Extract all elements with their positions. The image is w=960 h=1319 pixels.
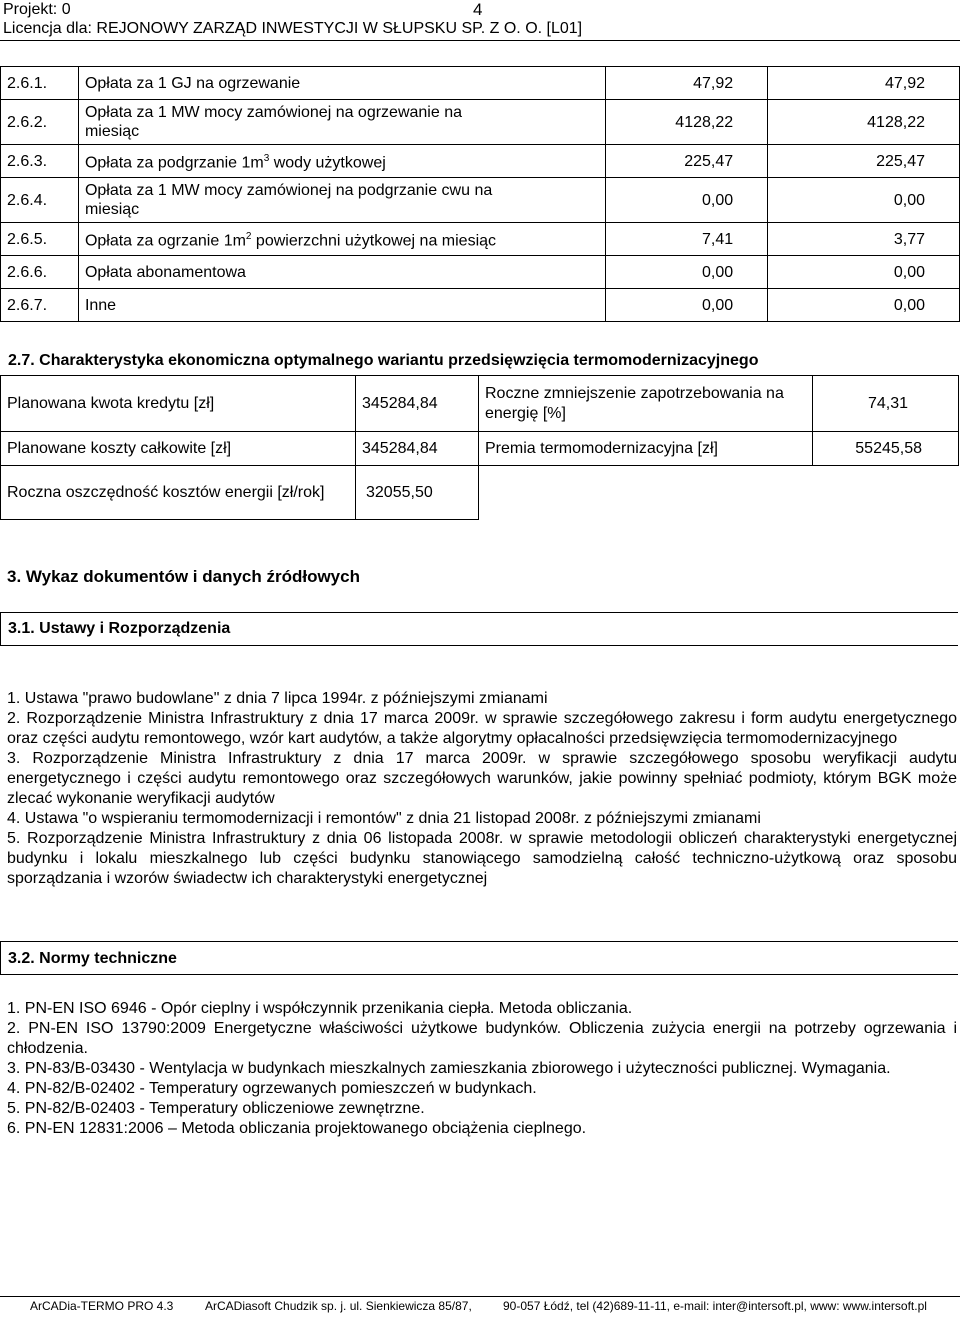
row-number: 2.6.5. [1,223,79,256]
row-number: 2.6.7. [1,289,79,322]
row-value-1: 47,92 [606,67,768,100]
table-row [1,466,959,520]
empty-cell [479,466,959,520]
row-label: Opłata za 1 MW mocy zamówionej na podgrzanie cwu na miesiąc [78,178,605,223]
project-label: Projekt: 0 [3,1,71,18]
econ-value: 32055,50 [356,466,479,520]
row-label: Opłata abonamentowa [78,256,605,289]
table-row [1,432,959,466]
row-number: 2.6.4. [1,178,79,223]
row-value-2: 0,00 [768,256,960,289]
row-value-2: 47,92 [768,67,960,100]
header-divider [0,40,960,41]
econ-value: 55245,58 [813,432,959,466]
row-number: 2.6.3. [1,145,79,178]
list-item: 1. Ustawa "prawo budowlane" z dnia 7 lipca 1994r. z późniejszymi zmianami [7,690,548,707]
row-value-2: 3,77 [768,223,960,256]
laws-list [7,689,957,889]
row-number: 2.6.1. [1,67,79,100]
row-number: 2.6.2. [1,100,79,145]
econ-label: Planowane koszty całkowite [zł] [1,432,356,466]
table-row [1,256,960,289]
row-label: Opłata za ogrzanie $1m^2$ powierzchni użytkowej na miesiąc [78,223,605,256]
econ-label: Planowana kwota kredytu [zł] [1,376,356,432]
license-label: Licencja dla: REJONOWY ZARZĄD INWESTYCJI W SŁUPSKU SP. Z O. O. [L01] [3,20,583,37]
list-item: 3. PN-83/B-03430 - Wentylacja w budynkach mieszkalnych zamieszkania zbiorowego i użyteczności publicznej. Wymagania. [7,1060,891,1077]
row-value-2: 225,47 [768,145,960,178]
row-value-1: 4128,22 [606,100,768,145]
row-value-1: 7,41 [606,223,768,256]
list-item: 3. Rozporządzenie Ministra Infrastruktury z dnia 17 marca 2009r. w sprawie szczegółowego sposobu weryfikacji audytu energetycznego i części audytu remontowego oraz szczegółowych warunków, jakie powinny spełniać podmioty, którym BGK może zlecać wykonanie weryfikacji audytów [7,750,957,807]
table-row [1,100,960,145]
table-row [1,376,959,432]
row-label: Inne [78,289,605,322]
econ-value: 345284,84 [356,376,479,432]
econ-section-title: 2.7. Charakterystyka ekonomiczna optymalnego wariantu przedsięwzięcia termomodernizacyjnego [8,352,759,369]
table-row [1,178,960,223]
cost-table [0,66,960,322]
list-item: 1. PN-EN ISO 6946 - Opór cieplny i współczynnik przenikania ciepła. Metoda obliczania. [7,1000,633,1017]
list-item: 4. Ustawa "o wspieraniu termomodernizacji i remontów" z dnia 21 listopad 2008r. z późniejszymi zmianami [7,810,761,827]
econ-label: Roczna oszczędność kosztów energii [zł/rok] [1,466,356,520]
row-value-1: 225,47 [606,145,768,178]
row-value-2: 0,00 [768,178,960,223]
row-value-1: 0,00 [606,289,768,322]
table-row [1,223,960,256]
table-row [1,145,960,178]
list-item: 4. PN-82/B-02402 - Temperatury ogrzewanych pomieszczeń w budynkach. [7,1080,537,1097]
row-value-2: 4128,22 [768,100,960,145]
row-label: Opłata za podgrzanie $1m^3$ wody użytkowej [78,145,605,178]
section31-title: 3.1. Ustawy i Rozporządzenia [0,612,958,646]
econ-label: Roczne zmniejszenie zapotrzebowania na energię [%] [479,376,813,432]
row-value-2: 0,00 [768,289,960,322]
list-item: 5. PN-82/B-02403 - Temperatury obliczeniowe zewnętrzne. [7,1100,425,1117]
list-item: 2. PN-EN ISO 13790:2009 Energetyczne właściwości użytkowe budynków. Obliczenia zużycia energii na potrzeby ogrzewania i chłodzenia. [7,1020,957,1057]
footer-company: ArCADiasoft Chudzik sp. j. ul. Sienkiewicza 85/87, [205,1299,472,1313]
list-item: 5. Rozporządzenie Ministra Infrastruktury z dnia 06 listopada 2008r. w sprawie metodologii obliczeń charakterystyki energetycznej budynku i lokalu mieszkalnego lub części budynku stanowiącego samodzielną całość techniczno-użytkową oraz sposobu sporządzania i wzorów świadectw ich charakterystyki energetycznej [7,830,957,887]
page-number: 4 [473,0,483,19]
row-label: Opłata za 1 GJ na ogrzewanie [78,67,605,100]
row-value-1: 0,00 [606,178,768,223]
row-label: Opłata za 1 MW mocy zamówionej na ogrzewanie na miesiąc [78,100,605,145]
section32-title: 3.2. Normy techniczne [0,941,958,975]
row-value-1: 0,00 [606,256,768,289]
econ-table [0,375,959,520]
list-item: 2. Rozporządzenie Ministra Infrastruktury z dnia 17 marca 2009r. w sprawie szczegółowego zakresu i form audytu energetycznego oraz części audytu remontowego, wzór kart audytów, a także algorytmy opłacalności przedsięwzięcia termomodernizacyjnego [7,710,957,747]
norms-list [7,999,957,1139]
footer-program: ArCADia-TERMO PRO 4.3 [30,1299,174,1313]
econ-value: 345284,84 [356,432,479,466]
econ-label: Premia termomodernizacyjna [zł] [479,432,813,466]
table-row [1,67,960,100]
footer-address: 90-057 Łódź, tel (42)689-11-11, e-mail: inter@intersoft.pl, www: www.intersoft.pl [503,1299,927,1313]
section3-title: 3. Wykaz dokumentów i danych źródłowych [7,567,360,586]
list-item: 6. PN-EN 12831:2006 – Metoda obliczania projektowanego obciążenia cieplnego. [7,1120,587,1137]
row-number: 2.6.6. [1,256,79,289]
table-row [1,289,960,322]
footer-divider [0,1296,960,1297]
econ-value: 74,31 [813,376,959,432]
